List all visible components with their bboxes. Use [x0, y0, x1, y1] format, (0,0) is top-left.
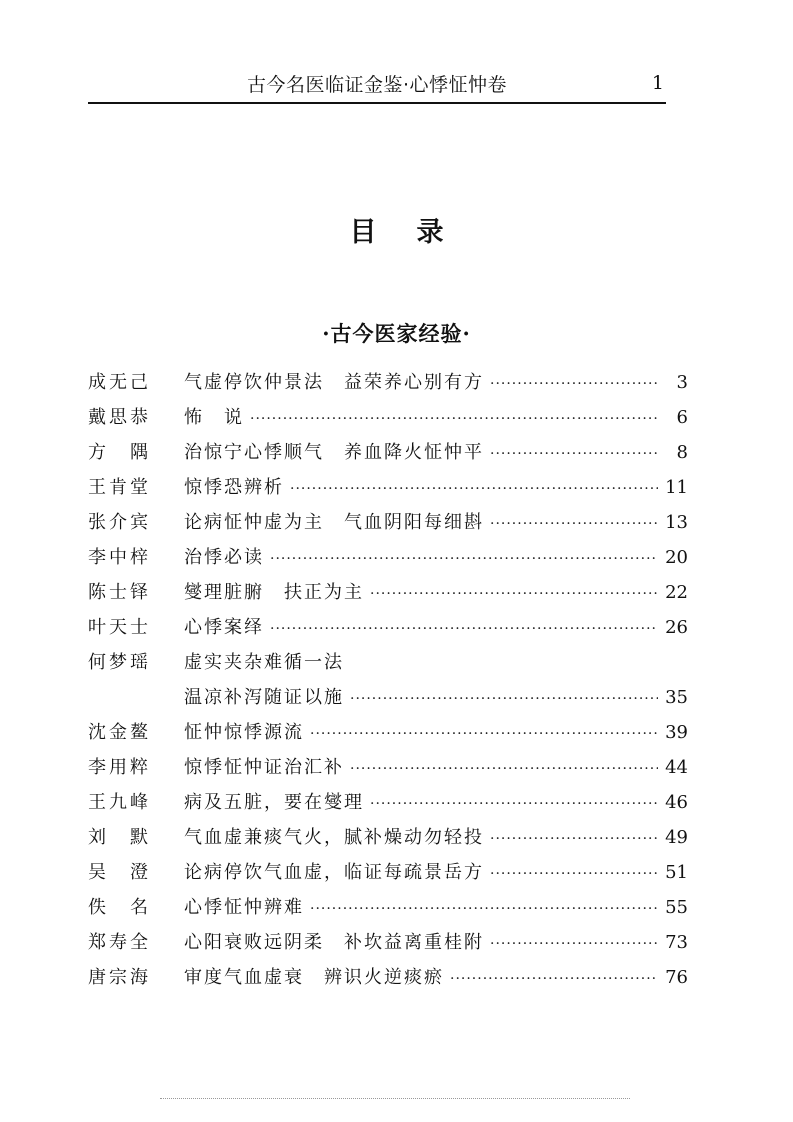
- toc-page-number: 73: [665, 932, 688, 953]
- toc-entry: [88, 823, 688, 858]
- toc-page-number: 44: [665, 757, 688, 778]
- toc-page-number: 76: [665, 967, 688, 988]
- toc-author: 刘 默: [88, 827, 151, 848]
- toc-entry-title: 论病停饮气血虚，临证每疏景岳方: [184, 862, 484, 883]
- toc-page-number: 20: [665, 547, 688, 568]
- toc-entry-title: 惊悸怔忡证治汇补: [184, 757, 344, 778]
- toc-page-number: 35: [665, 687, 688, 708]
- toc-entry-title: 气虚停饮仲景法 益荣养心别有方: [184, 372, 484, 393]
- toc-entry: [88, 963, 688, 998]
- dot-leader: [290, 481, 658, 497]
- toc-entry-title: 审度气血虚衰 辨识火逆痰瘀: [184, 967, 444, 988]
- toc-entry-title: 心悸案绎: [184, 617, 264, 638]
- toc-entry-title: 治悸必读: [184, 547, 264, 568]
- toc-page-number: 22: [665, 582, 688, 603]
- toc-author: 叶天士: [88, 617, 151, 638]
- dot-leader: [370, 796, 658, 812]
- toc-page-number: 13: [665, 512, 688, 533]
- toc-page-number: 39: [665, 722, 688, 743]
- toc-entry-title: 燮理脏腑 扶正为主: [184, 582, 364, 603]
- dot-leader: [490, 866, 658, 882]
- toc-entry: [88, 403, 688, 438]
- toc-author: 何梦瑶: [88, 652, 151, 673]
- toc-page-number: 49: [665, 827, 688, 848]
- toc-page-number: 11: [665, 477, 688, 498]
- running-header: [88, 62, 666, 104]
- toc-author: 沈金鳌: [88, 722, 151, 743]
- scan-artifact-line: [160, 1098, 630, 1101]
- toc-author: 郑寿全: [88, 932, 151, 953]
- toc-entry: [88, 718, 688, 753]
- toc-author: 李用粹: [88, 757, 151, 778]
- dot-leader: [310, 901, 658, 917]
- toc-entry: [88, 648, 688, 683]
- toc-entry: [88, 753, 688, 788]
- toc-author: 张介宾: [88, 512, 151, 533]
- toc-page-number: 55: [665, 897, 688, 918]
- toc-author: 李中梓: [88, 547, 151, 568]
- dot-leader: [490, 936, 658, 952]
- toc-title: 目录: [349, 217, 484, 248]
- toc-entry: [88, 858, 688, 893]
- dot-leader: [270, 551, 658, 567]
- toc-entry-title: 论病怔忡虚为主 气血阴阳每细斟: [184, 512, 484, 533]
- toc-entry-title: 心悸怔忡辨难: [184, 897, 304, 918]
- toc-entry-title: 治惊宁心悸顺气 养血降火怔忡平: [184, 442, 484, 463]
- toc-author: 佚 名: [88, 897, 151, 918]
- toc-entry: [88, 473, 688, 508]
- toc-entry-title: 病及五脏，要在燮理: [184, 792, 364, 813]
- toc-entry: [88, 578, 688, 613]
- toc-author: 戴思恭: [88, 407, 151, 428]
- toc-entry: [88, 683, 688, 718]
- toc-page-number: 46: [665, 792, 688, 813]
- toc-entry-title: 心阳衰败远阴柔 补坎益离重桂附: [184, 932, 484, 953]
- book-title: 古今名医临证金鉴·心悸怔忡卷: [246, 74, 508, 96]
- toc-list: [88, 368, 688, 998]
- dot-leader: [490, 516, 658, 532]
- toc-author: 王肯堂: [88, 477, 151, 498]
- toc-author: 陈士铎: [88, 582, 151, 603]
- toc-author: 方 隅: [88, 442, 151, 463]
- toc-page-number: 51: [665, 862, 688, 883]
- toc-entry: [88, 438, 688, 473]
- dot-leader: [490, 376, 658, 392]
- toc-entry: [88, 893, 688, 928]
- toc-author: 吴 澄: [88, 862, 151, 883]
- toc-page-number: 6: [676, 407, 688, 428]
- toc-entry-title: 怖 说: [184, 407, 244, 428]
- toc-entry: [88, 613, 688, 648]
- toc-page-number: 3: [676, 372, 688, 393]
- toc-entry-title: 怔忡惊悸源流: [184, 722, 304, 743]
- dot-leader: [270, 621, 658, 637]
- dot-leader: [490, 831, 658, 847]
- toc-entry: [88, 788, 688, 823]
- toc-entry-title: 虚实夹杂难循一法: [184, 652, 344, 673]
- toc-author: 成无己: [88, 372, 151, 393]
- toc-author: 唐宗海: [88, 967, 151, 988]
- toc-entry: [88, 543, 688, 578]
- dot-leader: [370, 586, 658, 602]
- dot-leader: [490, 446, 658, 462]
- toc-entry-title: 气血虚兼痰气火，腻补燥动勿轻投: [184, 827, 484, 848]
- dot-leader: [450, 971, 658, 987]
- dot-leader: [310, 726, 658, 742]
- toc-entry: [88, 928, 688, 963]
- section-heading: ·古今医家经验·: [322, 321, 471, 346]
- dot-leader: [350, 761, 658, 777]
- toc-page-number: 8: [676, 442, 688, 463]
- page-number: 1: [651, 72, 664, 94]
- toc-entry-title: 惊悸恐辨析: [184, 477, 284, 498]
- toc-page-number: 26: [665, 617, 688, 638]
- dot-leader: [250, 411, 658, 427]
- toc-author: 王九峰: [88, 792, 151, 813]
- toc-entry-title: 温凉补泻随证以施: [184, 687, 344, 708]
- dot-leader: [350, 691, 658, 707]
- toc-entry: [88, 508, 688, 543]
- toc-entry: [88, 368, 688, 403]
